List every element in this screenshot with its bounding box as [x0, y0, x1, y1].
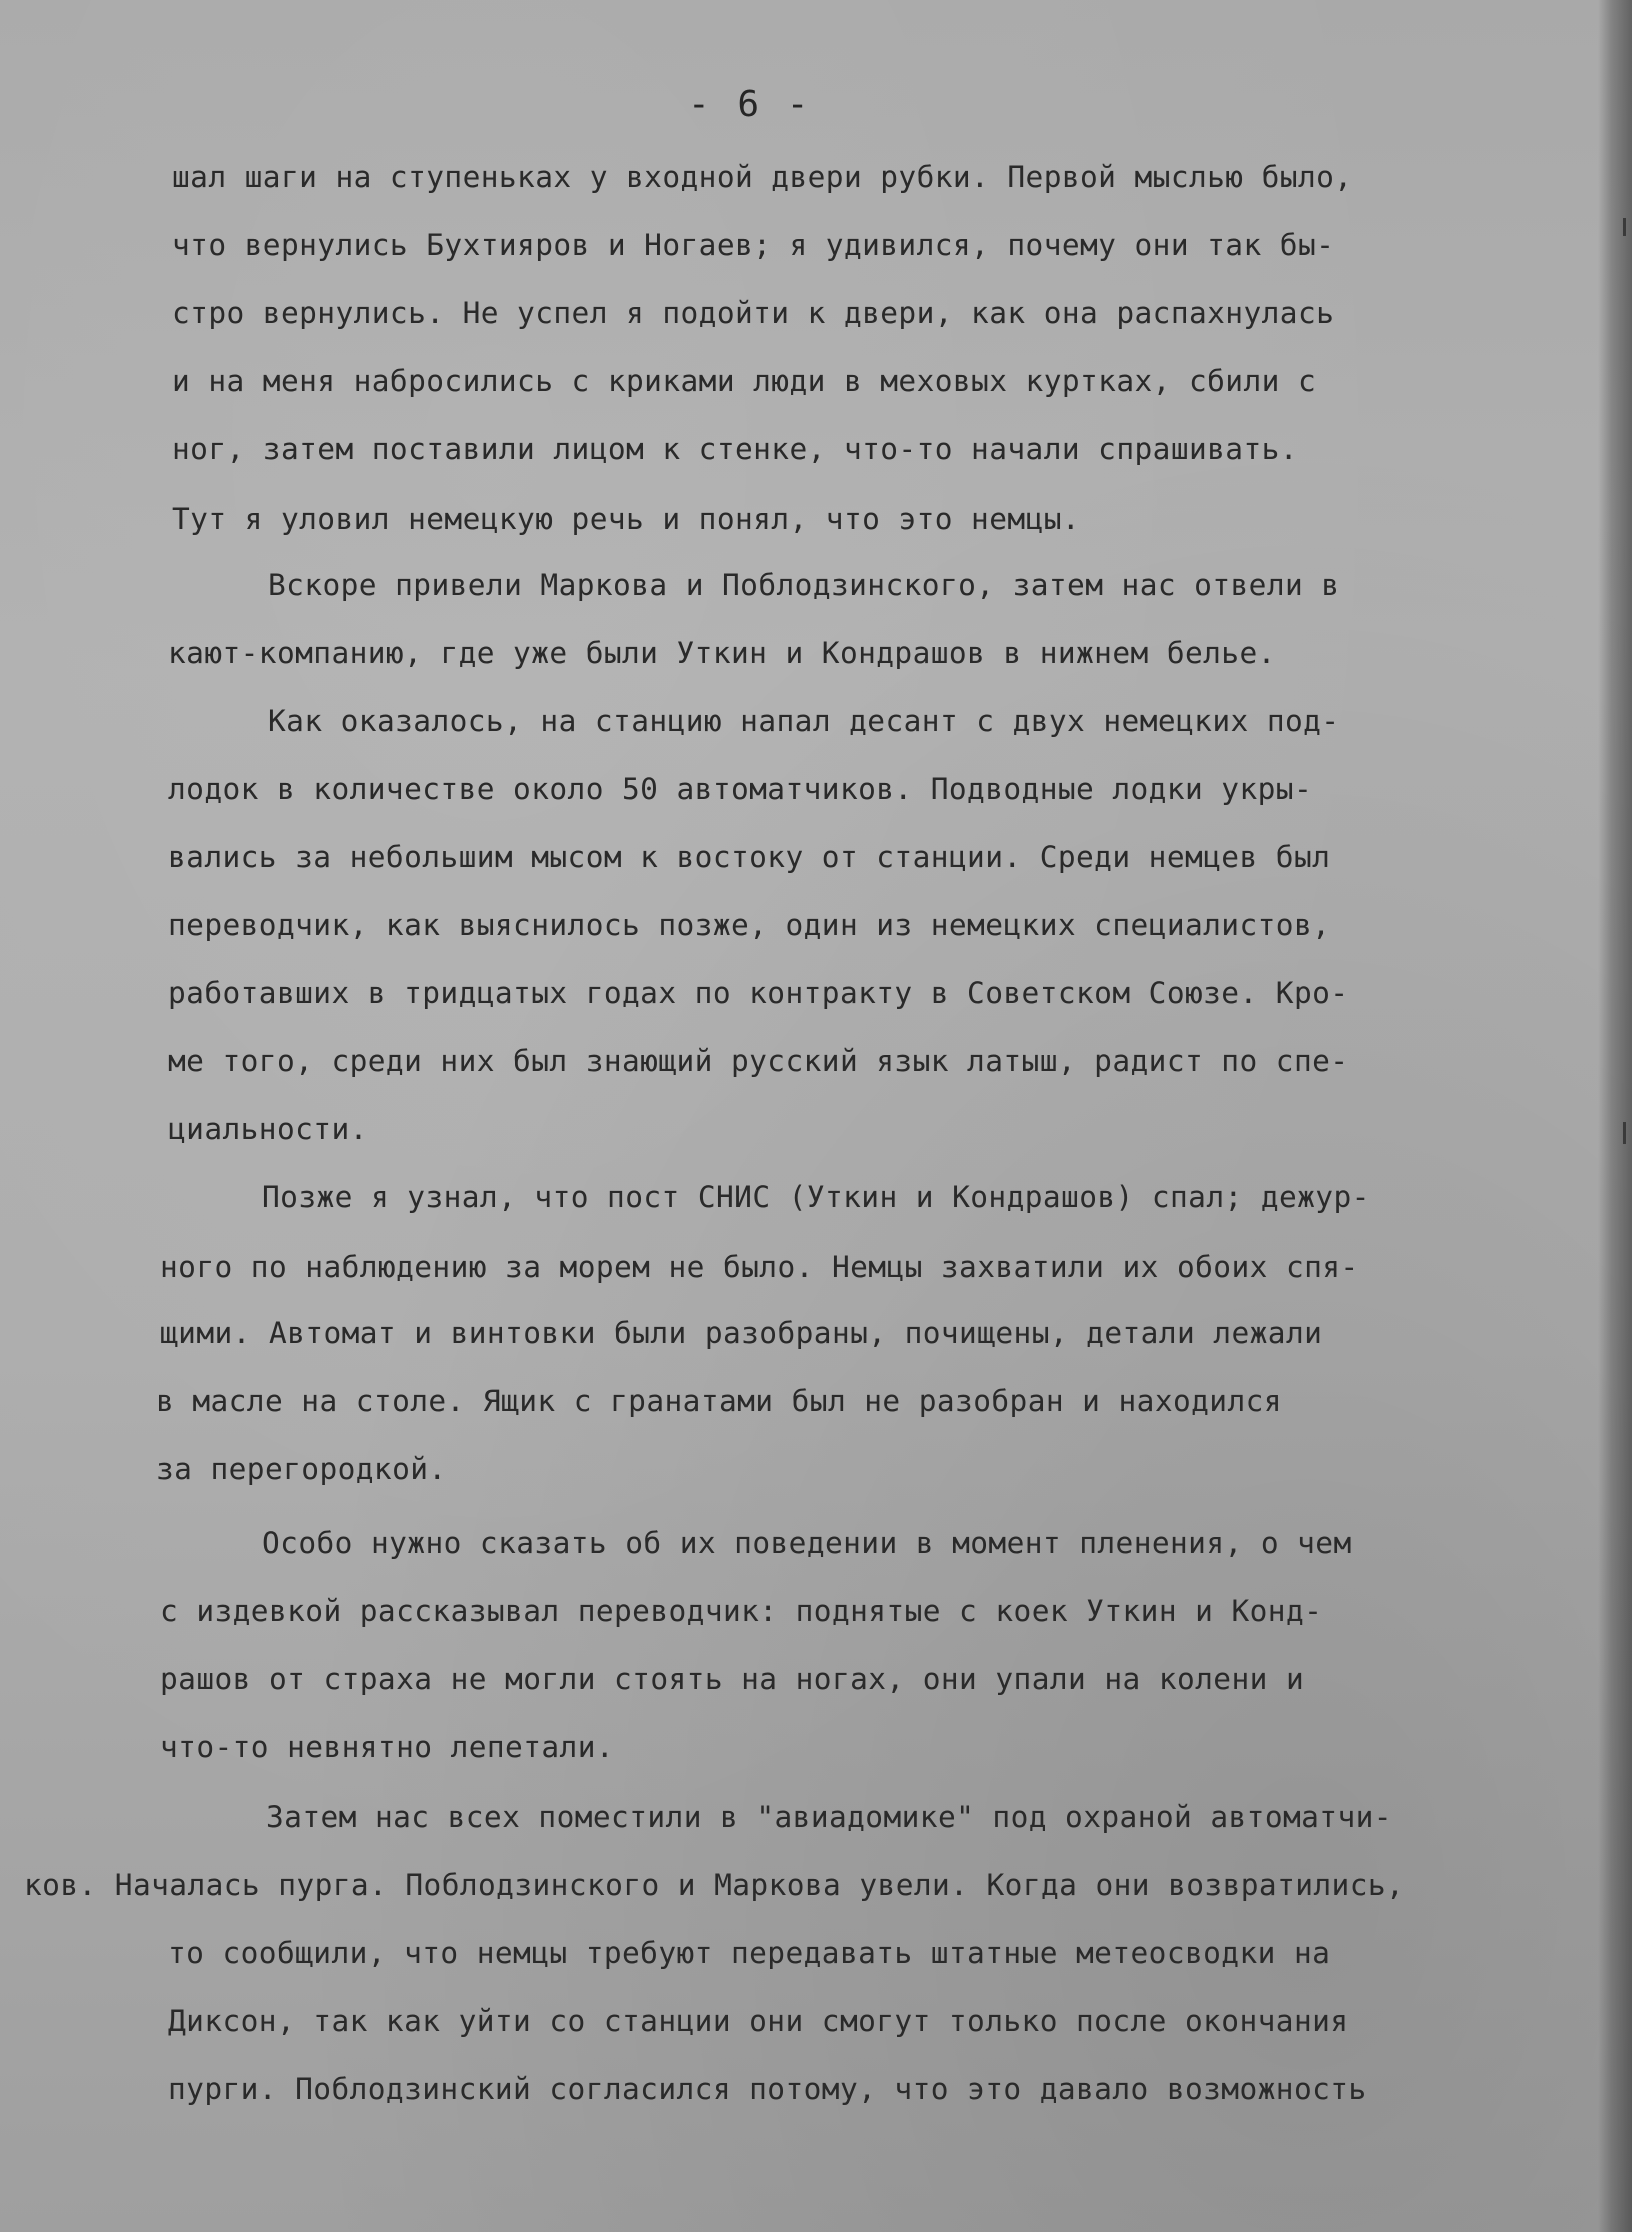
text-line: пурги. Поблодзинский согласился потому, что это давало возможность	[168, 2072, 1367, 2106]
text-line: то сообщили, что немцы требуют передавать штатные метеосводки на	[168, 1936, 1331, 1970]
edge-mark	[1623, 218, 1626, 236]
text-line: ног, затем поставили лицом к стенке, что-то начали спрашивать.	[172, 432, 1298, 466]
text-line: и на меня набросились с криками люди в меховых куртках, сбили с	[172, 364, 1317, 398]
text-line: вались за небольшим мысом к востоку от станции. Среди немцев был	[168, 840, 1331, 874]
page-edge-shadow	[1598, 0, 1632, 2232]
text-line: ков. Началась пурга. Поблодзинского и Маркова увели. Когда они возвратились,	[24, 1868, 1405, 1902]
text-line: Позже я узнал, что пост СНИС (Уткин и Кондрашов) спал; дежур-	[262, 1180, 1370, 1214]
text-line: рашов от страха не могли стоять на ногах, они упали на колени и	[160, 1662, 1305, 1696]
text-line: Диксон, так как уйти со станции они смогут только после окончания	[168, 2004, 1349, 2038]
text-line: кают-компанию, где уже были Уткин и Кондрашов в нижнем белье.	[168, 636, 1276, 670]
text-line: за перегородкой.	[156, 1452, 447, 1486]
text-line: работавших в тридцатых годах по контракту в Советском Союзе. Кро-	[168, 976, 1349, 1010]
edge-mark	[1623, 1122, 1626, 1144]
text-line: ного по наблюдению за морем не было. Немцы захватили их обоих спя-	[160, 1250, 1359, 1284]
text-line: что вернулись Бухтияров и Ногаев; я удивился, почему они так бы-	[172, 228, 1335, 262]
text-line: стро вернулись. Не успел я подойти к двери, как она распахнулась	[172, 296, 1335, 330]
text-line: Затем нас всех поместили в "авиадомике" под охраной автоматчи-	[266, 1800, 1392, 1834]
text-line: Особо нужно сказать об их поведении в момент пленения, о чем	[262, 1526, 1352, 1560]
text-line: циальности.	[168, 1112, 368, 1146]
text-line: Как оказалось, на станцию напал десант с двух немецких под-	[268, 704, 1340, 738]
text-line: ме того, среди них был знающий русский язык латыш, радист по спе-	[168, 1044, 1349, 1078]
text-line: Вскоре привели Маркова и Поблодзинского, затем нас отвели в	[268, 568, 1340, 602]
text-line: что-то невнятно лепетали.	[160, 1730, 615, 1764]
page-number: - 6 -	[688, 84, 812, 125]
text-line: щими. Автомат и винтовки были разобраны, почищены, детали лежали	[160, 1316, 1323, 1350]
text-line: лодок в количестве около 50 автоматчиков. Подводные лодки укры-	[168, 772, 1313, 806]
text-line: шал шаги на ступеньках у входной двери рубки. Первой мыслью было,	[172, 160, 1353, 194]
text-line: с издевкой рассказывал переводчик: поднятые с коек Уткин и Конд-	[160, 1594, 1323, 1628]
text-line: переводчик, как выяснилось позже, один из немецких специалистов,	[168, 908, 1331, 942]
text-line: Тут я уловил немецкую речь и понял, что это немцы.	[172, 502, 1081, 536]
text-line: в масле на столе. Ящик с гранатами был не разобран и находился	[156, 1384, 1282, 1418]
